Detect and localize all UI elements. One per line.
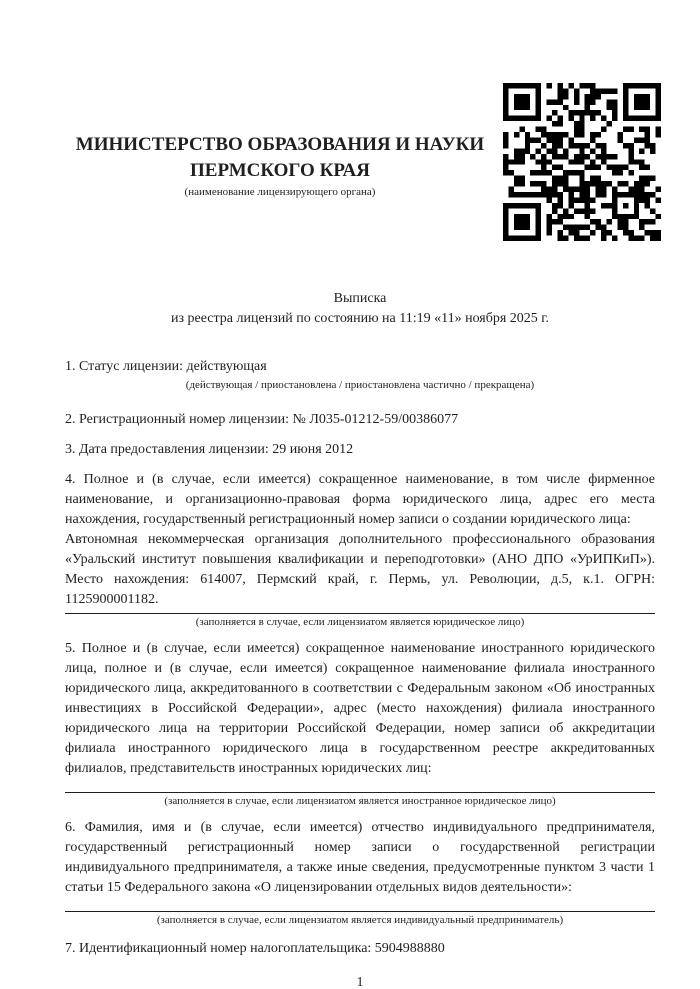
page-number: 1 xyxy=(356,975,364,989)
taxpayer-id-section xyxy=(65,939,655,959)
qr-code-icon xyxy=(503,83,661,241)
issuing-authority-caption: (наименование лицензирующего органа) xyxy=(184,186,376,198)
legal-entity-section xyxy=(65,470,655,629)
registration-number-section xyxy=(65,410,655,430)
individual-entrepreneur-section xyxy=(65,818,655,927)
license-status-options-caption: (действующая / приостановлена / приостановлена частично / прекращена) xyxy=(185,379,535,391)
issuing-authority-name xyxy=(65,132,495,184)
foreign-entity-section xyxy=(65,639,655,808)
legal-entity-underline xyxy=(65,613,655,614)
registration-number-text: 2. Регистрационный номер лицензии: № Л035-01212-59/00386077 xyxy=(65,412,459,427)
legal-entity-value: Автономная некоммерческая организация дополнительного профессионального образования «Уральский институт повышения квалификации и переподготовки» (АНО ДПО «УрИПКиП»). Место нахождения: 614007, Пермский край, г. Пермь, ул. Революции, д.5, к.1. ОГРН: 1125900001182. xyxy=(65,532,655,607)
document-title-line1: Выписка xyxy=(333,291,387,306)
license-status-section xyxy=(65,357,655,392)
license-grant-date-text: 3. Дата предоставления лицензии: 29 июня 2012 xyxy=(65,442,354,457)
taxpayer-id-text: 7. Идентификационный номер налогоплательщика: 5904988880 xyxy=(65,941,445,956)
document-title-line2: из реестра лицензий по состоянию на 11:19 «11» ноября 2025 г. xyxy=(171,311,549,326)
legal-entity-caption: (заполняется в случае, если лицензиатом является юридическое лицо) xyxy=(195,616,525,628)
document-header xyxy=(65,132,495,199)
document-title xyxy=(65,289,655,329)
foreign-entity-caption: (заполняется в случае, если лицензиатом является иностранное юридическое лицо) xyxy=(164,795,556,807)
license-status-text: 1. Статус лицензии: действующая xyxy=(65,359,267,374)
ministry-name-line1: МИНИСТЕРСТВО ОБРАЗОВАНИЯ И НАУКИ xyxy=(75,134,485,155)
ministry-name-line2: ПЕРМСКОГО КРАЯ xyxy=(190,160,370,181)
foreign-entity-underline xyxy=(65,792,655,793)
individual-entrepreneur-underline xyxy=(65,911,655,912)
individual-entrepreneur-caption: (заполняется в случае, если лицензиатом является индивидуальный предприниматель) xyxy=(156,914,564,926)
individual-entrepreneur-statement: 6. Фамилия, имя и (в случае, если имеется) отчество индивидуального предпринимателя, государственный регистрационный номер записи о государственной регистрации индивидуального предпринимателя, а также иные сведения, предусмотренные пунктом 3 части 1 статьи 15 Федерального закона «О лицензировании отдельных видов деятельности»: xyxy=(65,820,655,895)
legal-entity-statement: 4. Полное и (в случае, если имеется) сокращенное наименование, в том числе фирменное наименование, и организационно-правовая форма юридического лица, адрес его места нахождения, государственный регистрационный номер записи о создании юридического лица: xyxy=(65,472,655,527)
license-grant-date-section xyxy=(65,440,655,460)
foreign-entity-statement: 5. Полное и (в случае, если имеется) сокращенное наименование иностранного юридического лица, полное и (в случае, если имеется) сокращенное наименование филиала иностранного юридического лица, аккредитованного в соответствии с Федеральным законом «Об иностранных инвестициях в Российской Федерации», адрес (место нахождения) филиала иностранного юридического лица на территории Российской Федерации, номер записи об аккредитации филиала иностранного юридического лица в государственном реестре аккредитованных филиалов, представительств иностранных юридических лиц: xyxy=(65,641,655,776)
